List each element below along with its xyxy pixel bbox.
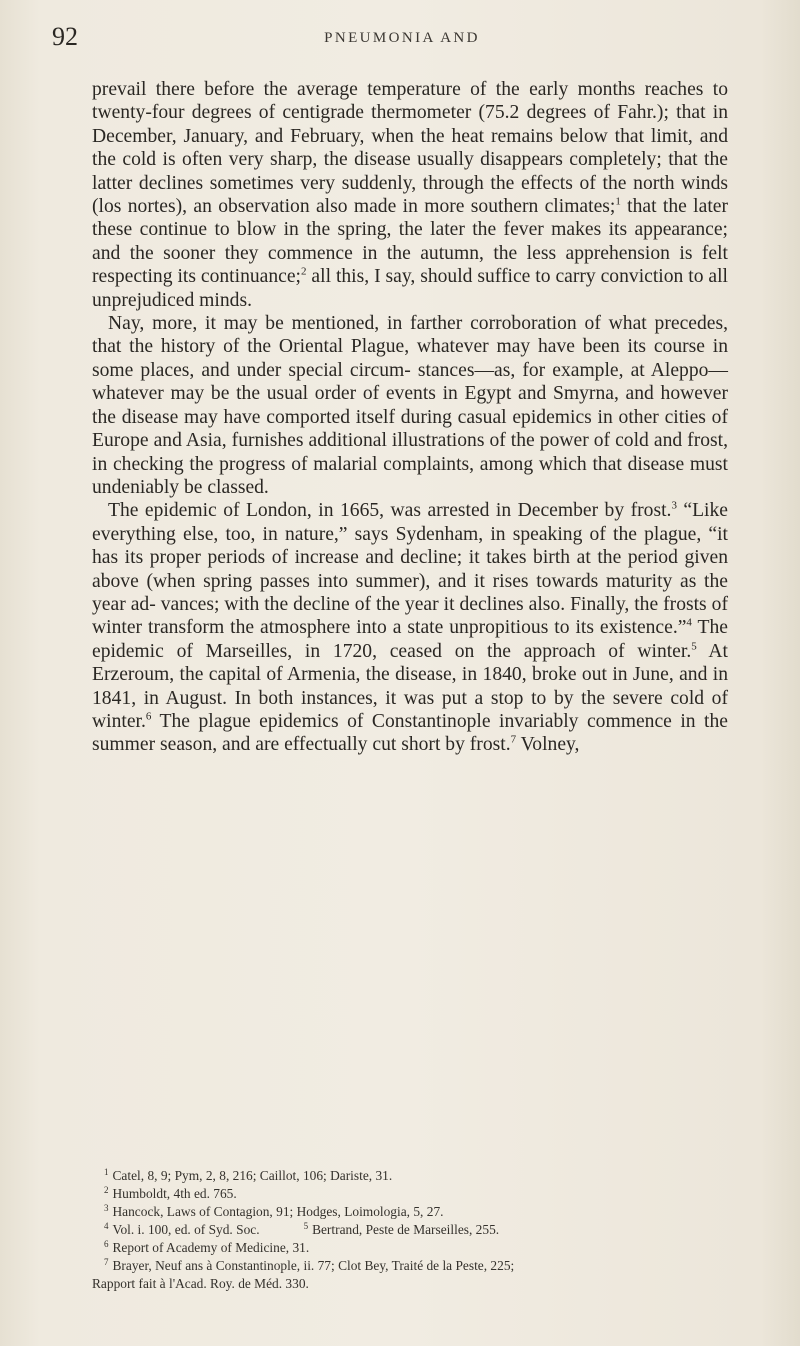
paragraph-3: The epidemic of London, in 1665, was arrested in December by frost.$^3$ “Like everything else, too, in nature,” says Sydenham, in speaking of the plague, “it has its proper periods of increase and decline; it takes birth at the period given above (when spring passes into summer), and it rises towards maturity as the year ad- vances; with the decline of the year it declines also. Finally, the frosts of winter transform the atmosphere into a state unpropitious to its existence.”$^4$ The epidemic of Marseilles, in 1720, ceased on the approach of winter.$^5$ At Erzeroum, the capital of Armenia, the disease, in 1840, broke out in June, and in 1841, in August. In both instances, it was put a stop to by the severe cold of winter.$^6$ The plague epidemics of Constantinople invariably commence in the summer season, and are effectually cut short by frost.$^7$ Volney, — [92, 499, 728, 756]
footnote-ref-2: 2 — [301, 265, 307, 278]
footnote: $^7$ Brayer, Neuf ans à Constantinople, ii. 77; Clot Bey, Traité de la Peste, 225; — [104, 1256, 515, 1273]
paragraph-1: prevail there before the average temperature of the early months reaches to twenty-four degrees of centigrade thermometer (75.2 degrees of Fahr.); that in December, January, and February, when the heat remains below that limit, and the cold is often very sharp, the disease usually disappears completely; that the latter declines sometimes very suddenly, through the effects of the north winds (los nortes), an observation also made in more southern climates;$^1$ that the later these continue to blow in the spring, the later the fever makes its appearance; and the sooner they commence in the autumn, the less apprehension is felt respecting its continuance;$^2$ all this, I say, should suffice to carry conviction to all unprejudiced minds. — [92, 79, 728, 311]
footnote-ref-3: 3 — [671, 499, 677, 512]
footnote: $^6$ Report of Academy of Medicine, 31. — [104, 1238, 310, 1255]
running-title: PNEUMONIA AND — [324, 30, 480, 46]
running-head — [52, 22, 752, 58]
footnote: $^3$ Hancock, Laws of Contagion, 91; Hodges, Loimologia, 5, 27. — [104, 1202, 444, 1219]
footnote: $^4$ Vol. i. 100, ed. of Syd. Soc. $^5$ Bertrand, Peste de Marseilles, 255. — [104, 1220, 500, 1237]
footnote-ref-6: 6 — [145, 710, 152, 723]
footnote-continuation: Rapport fait à l'Acad. Roy. de Méd. 330. — [92, 1276, 309, 1291]
paragraph-2: Nay, more, it may be mentioned, in farther corroboration of what precedes, that the history of the Oriental Plague, whatever may have been its course in some places, and under special circum- stances—as, for example, at Aleppo—whatever may be the usual order of events in Egypt and Smyrna, and however the disease may have comported itself during casual epidemics in other cities of Europe and Asia, furnishes additional illustrations of the power of cold and frost, in checking the progress of malarial complaints, among which that disease must undeniably be classed. — [92, 313, 728, 498]
footnote-ref-4: 4 — [686, 616, 692, 629]
footnote: $^2$ Humboldt, 4th ed. 765. — [104, 1184, 237, 1201]
footnote: $^1$ Catel, 8, 9; Pym, 2, 8, 216; Caillot, 106; Dariste, 31. — [104, 1166, 393, 1183]
page-number: 92 — [52, 22, 78, 51]
footnote-ref-5: 5 — [691, 640, 697, 653]
footnote-ref-7: 7 — [510, 733, 517, 746]
footnote-ref-1: 1 — [615, 195, 621, 208]
body-text — [92, 78, 728, 757]
footnotes — [92, 1167, 732, 1293]
